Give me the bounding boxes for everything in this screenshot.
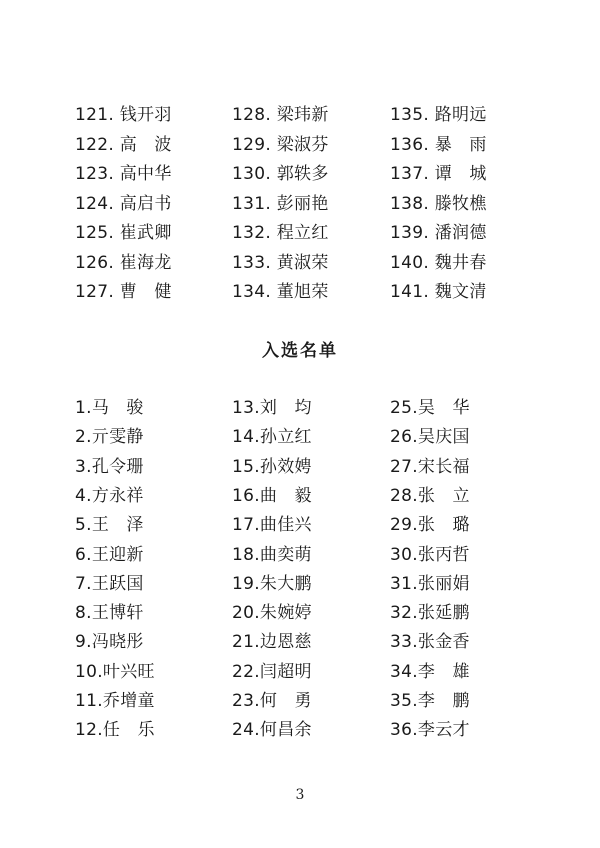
name-entry: 133. 黄淑荣 xyxy=(232,252,329,273)
name-entry: 129. 梁淑芬 xyxy=(232,134,329,155)
name-entry: 23.何 勇 xyxy=(232,691,312,711)
name-entry: 8.王博轩 xyxy=(75,603,144,624)
name-row xyxy=(0,130,600,160)
name-entry: 20.朱婉婷 xyxy=(232,603,312,624)
name-row xyxy=(0,598,600,628)
name-row xyxy=(0,540,600,570)
name-entry: 17.曲佳兴 xyxy=(232,515,312,536)
name-entry: 131. 彭丽艳 xyxy=(232,193,329,214)
name-entry: 35.李 鹏 xyxy=(390,691,470,711)
name-entry: 12.任 乐 xyxy=(75,720,155,741)
name-row xyxy=(0,159,600,189)
name-row xyxy=(0,569,600,599)
name-entry: 34.李 雄 xyxy=(390,661,470,682)
name-row xyxy=(0,510,600,540)
name-entry: 25.吴 华 xyxy=(390,398,470,418)
name-entry: 1.马 骏 xyxy=(75,398,144,418)
name-entry: 27.宋长福 xyxy=(390,456,470,477)
name-entry: 128. 梁玮新 xyxy=(232,105,329,125)
name-entry: 16.曲 毅 xyxy=(232,485,312,506)
name-entry: 14.孙立红 xyxy=(232,427,312,448)
section-heading: 入选名单 xyxy=(262,341,338,361)
name-entry: 139. 潘润德 xyxy=(390,223,487,243)
name-row xyxy=(0,481,600,511)
name-entry: 138. 滕牧樵 xyxy=(390,193,487,214)
name-entry: 122. 高 波 xyxy=(75,134,172,155)
name-row xyxy=(0,452,600,482)
name-entry: 36.李云才 xyxy=(390,720,470,741)
name-entry: 137. 谭 城 xyxy=(390,164,487,184)
name-entry: 28.张 立 xyxy=(390,485,470,506)
name-entry: 22.闫超明 xyxy=(232,661,312,682)
name-entry: 141. 魏文清 xyxy=(390,282,487,302)
name-entry: 135. 路明远 xyxy=(390,105,487,125)
name-entry: 10.叶兴旺 xyxy=(75,661,155,682)
name-entry: 127. 曹 健 xyxy=(75,282,172,302)
name-entry: 15.孙效娉 xyxy=(232,456,312,477)
name-entry: 140. 魏井春 xyxy=(390,252,487,273)
name-entry: 123. 高中华 xyxy=(75,164,172,184)
name-row xyxy=(0,715,600,745)
name-row xyxy=(0,248,600,278)
name-entry: 2.亓雯静 xyxy=(75,427,144,448)
name-entry: 33.张金香 xyxy=(390,632,470,653)
name-entry: 24.何昌余 xyxy=(232,720,312,741)
name-row xyxy=(0,686,600,716)
name-entry: 6.王迎新 xyxy=(75,544,144,565)
name-entry: 3.孔令珊 xyxy=(75,456,144,477)
name-entry: 31.张丽娟 xyxy=(390,573,470,594)
page-number: 3 xyxy=(295,787,305,803)
name-entry: 21.边恩慈 xyxy=(232,632,312,653)
name-entry: 124. 高启书 xyxy=(75,193,172,214)
name-entry: 11.乔增童 xyxy=(75,691,155,711)
name-entry: 126. 崔海龙 xyxy=(75,252,172,273)
name-entry: 26.吴庆国 xyxy=(390,427,470,448)
name-row xyxy=(0,393,600,423)
name-entry: 134. 董旭荣 xyxy=(232,282,329,302)
name-entry: 5.王 泽 xyxy=(75,515,144,536)
name-entry: 13.刘 均 xyxy=(232,398,312,418)
name-entry: 29.张 璐 xyxy=(390,515,470,536)
name-entry: 136. 暴 雨 xyxy=(390,134,487,155)
name-entry: 32.张延鹏 xyxy=(390,603,470,624)
name-row xyxy=(0,657,600,687)
name-row xyxy=(0,100,600,130)
name-row xyxy=(0,189,600,219)
name-row xyxy=(0,422,600,452)
name-entry: 18.曲奕萌 xyxy=(232,544,312,565)
name-entry: 130. 郭轶多 xyxy=(232,164,329,184)
name-entry: 121. 钱开羽 xyxy=(75,105,172,125)
name-row xyxy=(0,218,600,248)
name-row xyxy=(0,627,600,657)
name-entry: 125. 崔武卿 xyxy=(75,223,172,243)
name-entry: 7.王跃国 xyxy=(75,573,144,594)
name-row xyxy=(0,277,600,307)
name-entry: 30.张丙哲 xyxy=(390,544,470,565)
name-entry: 9.冯晓彤 xyxy=(75,632,144,653)
name-entry: 132. 程立红 xyxy=(232,223,329,243)
name-entry: 19.朱大鹏 xyxy=(232,573,312,594)
name-entry: 4.方永祥 xyxy=(75,485,144,506)
